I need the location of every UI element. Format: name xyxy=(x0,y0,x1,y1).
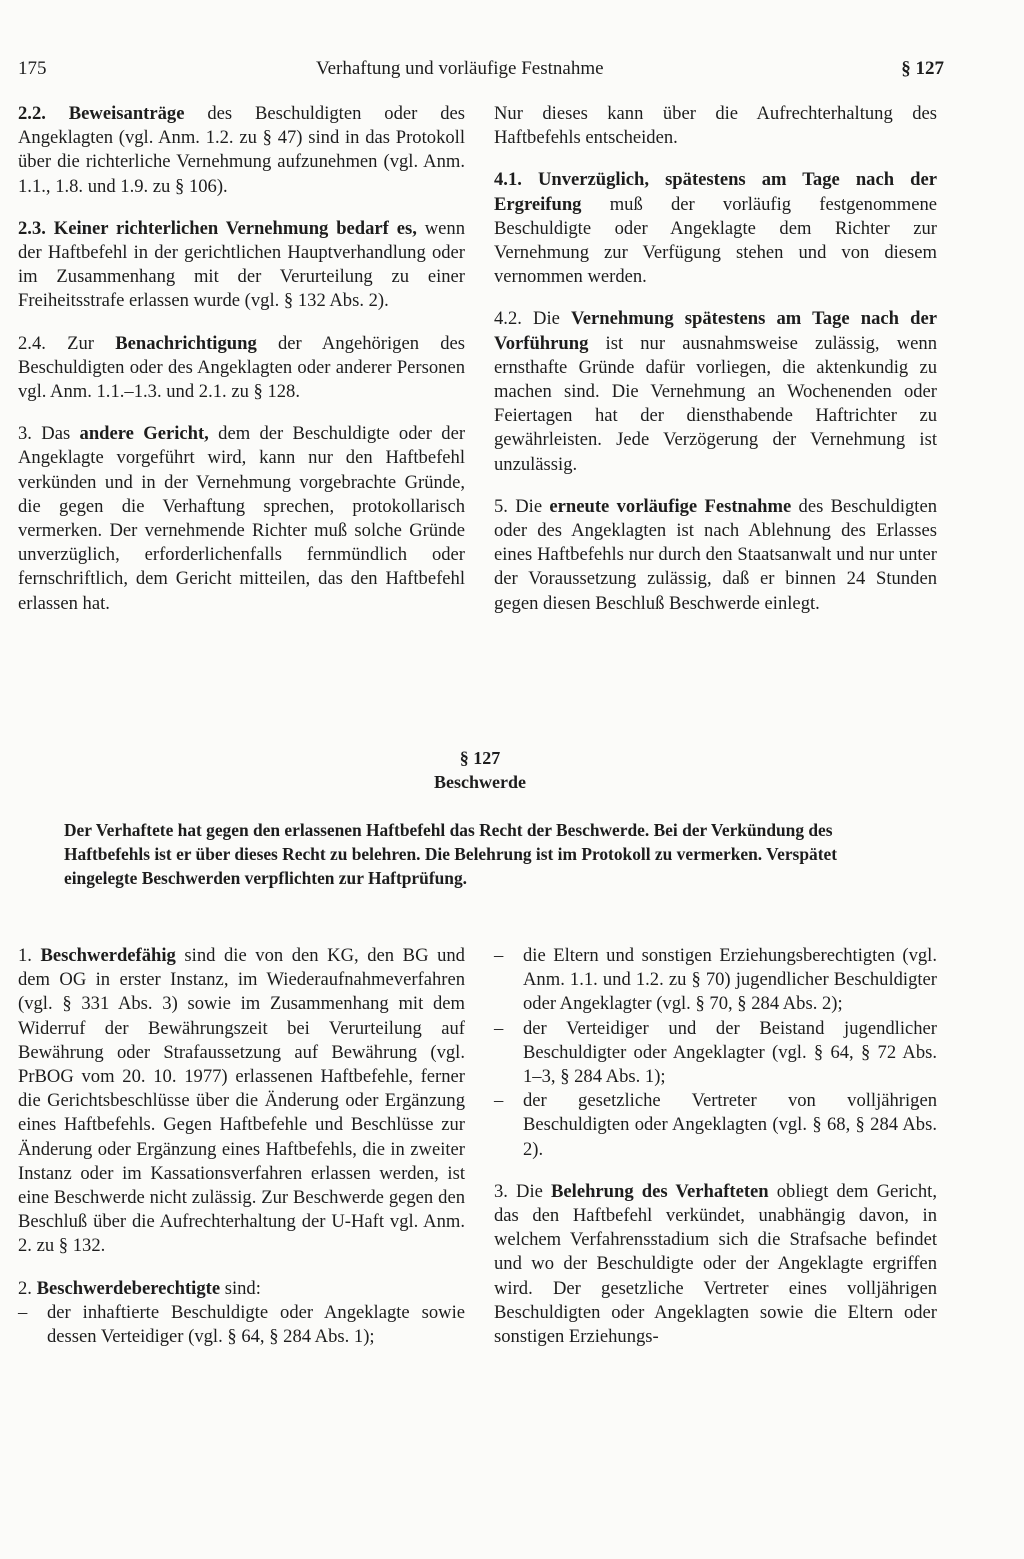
dash-item: – der Verteidiger und der Beistand jugendlicher Beschuldigter oder Angeklagter (vgl. § 64, § 72 Abs. 1–3, § 284 Abs. 1); xyxy=(494,1017,937,1090)
page-header xyxy=(18,58,944,88)
note-1: 1. Beschwerdefähig sind die von den KG, den BG und dem OG in erster Instanz, im Wiederaufnahmeverfahren (vgl. § 331 Abs. 3) sowie im Zusammenhang mit dem Widerruf der Bewährungszeit bei Verurteilung auf Bewährung oder Strafaussetzung auf Bewährung (vgl. PrBOG vom 20. 10. 1977) erlassenen Haftbefehle, ferner die Gerichtsbeschlüsse über die Änderung oder Ergänzung eines Haftbefehls. Gegen Haftbefehle und Beschlüsse zur Änderung oder Ergänzung eines Haftbefehls, die in zweiter Instanz oder im Kassationsverfahren erlassen werden, ist eine Beschwerde nicht zulässig. Zur Beschwerde gegen den Beschluß über die Aufrechterhaltung der U-Haft vgl. Anm. 2. zu § 132. xyxy=(18,945,465,1257)
note-4-1: 4.1. Unverzüglich, spätestens am Tage nach der Ergreifung muß der vorläufig festgenommene Beschuldigte oder Angeklagte dem Richter zur Vernehmung zur Verfügung stehen und von diesem vernommen werden. xyxy=(494,169,937,288)
law-text: Der Verhaftete hat gegen den erlassenen Haftbefehl das Recht der Beschwerde. Bei der Verkündung des Haftbefehls ist er über dieses Recht zu belehren. Die Belehrung ist im Protokoll zu vermerken. Verspätet eingelegte Beschwerden verpflichten zur Haftprüfung. xyxy=(64,820,837,888)
dash-item: – der gesetzliche Vertreter von volljährigen Beschuldigten oder Angeklagten (vgl. § 68, § 284 Abs. 2). xyxy=(494,1089,937,1162)
note-2-3: 2.3. Keiner richterlichen Vernehmung bedarf es, wenn der Haftbefehl in der gerichtlichen Hauptverhandlung oder im Zusammenhang mit der Verurteilung zu einer Freiheitsstrafe erlassen wurde (vgl. § 132 Abs. 2). xyxy=(18,217,466,312)
law-section-title: Beschwerde xyxy=(434,772,526,792)
upper-right-column xyxy=(494,102,937,634)
law-section-number: § 127 xyxy=(459,748,501,768)
note-3-belehrung: 3. Die Belehrung des Verhafteten obliegt dem Gericht, das den Haftbefehl verkündet, unabhängig davon, in welchem Verfahrensstadium sich die Strafsache befindet und wo der Beschuldigte oder der Angeklagte ergriffen wird. Der gesetzliche Vertreter eines volljährigen Beschuldigten oder Angeklagten sowie die Eltern oder sonstigen Erziehungs- xyxy=(494,1180,937,1348)
section-marker: § 127 xyxy=(901,58,944,79)
note-4-2: 4.2. Die Vernehmung spätestens am Tage nach der Vorführung ist nur ausnahmsweise zulässig, wenn ernsthafte Gründe dafür vorliegen, die aktenkundig zu machen sind. Die Vernehmung an Wochenenden oder Feiertagen hat der diensthabende Haftrichter zu gewährleisten. Jede Verzögerung der Vernehmung ist unzulässig. xyxy=(494,308,938,475)
page-number: 175 xyxy=(18,58,47,79)
note-5: 5. Die erneute vorläufige Festnahme des Beschuldigten oder des Angeklagten ist nach Ablehnung des Erlasses eines Haftbefehls nur durch den Staatsanwalt und nur unter der Voraussetzung zulässig, daß er binnen 24 Stunden gegen diesen Beschluß Beschwerde einlegt. xyxy=(494,495,938,614)
lower-left-column xyxy=(18,944,465,1349)
dash-item: – der inhaftierte Beschuldigte oder Angeklagte sowie dessen Verteidiger (vgl. § 64, § 284 Abs. 1); xyxy=(18,1301,465,1349)
dash-item: – die Eltern und sonstigen Erziehungsberechtigten (vgl. Anm. 1.1. und 1.2. zu § 70) jugendlicher Beschuldigter oder Angeklagter (vgl. § 70, § 284 Abs. 2); xyxy=(494,944,937,1017)
note-2-4: 2.4. Zur Benachrichtigung der Angehörigen des Beschuldigten oder des Angeklagten oder anderer Personen vgl. Anm. 1.1.–1.3. und 2.1. zu § 128. xyxy=(18,332,466,403)
note-2-2: 2.2. Beweisanträge des Beschuldigten oder des Angeklagten (vgl. Anm. 1.2. zu § 47) sind in das Protokoll über die richterliche Vernehmung aufzunehmen (vgl. Anm. 1.1., 1.8. und 1.9. zu § 106). xyxy=(18,103,465,197)
lower-right-column xyxy=(494,944,937,1367)
note-3-continued: Nur dieses kann über die Aufrechterhaltung des Haftbefehls entscheiden. xyxy=(494,103,937,149)
running-title: Verhaftung und vorläufige Festnahme xyxy=(316,58,604,79)
note-3: 3. Das andere Gericht, dem der Beschuldigte oder der Angeklagte vorgeführt wird, kann nur den Haftbefehl verkünden und in der Vernehmung vorgebrachte Gründe, die gegen die Verhaftung sprechen, protokollarisch vermerken. Der vernehmende Richter muß solche Gründe unverzüglich, erforderlichenfalls fernmündlich oder fernschriftlich, dem Gericht mitteilen, das den Haftbefehl erlassen hat. xyxy=(18,423,466,614)
upper-left-column xyxy=(18,102,465,634)
note-2: 2. Beschwerdeberechtigte sind: xyxy=(18,1277,261,1299)
